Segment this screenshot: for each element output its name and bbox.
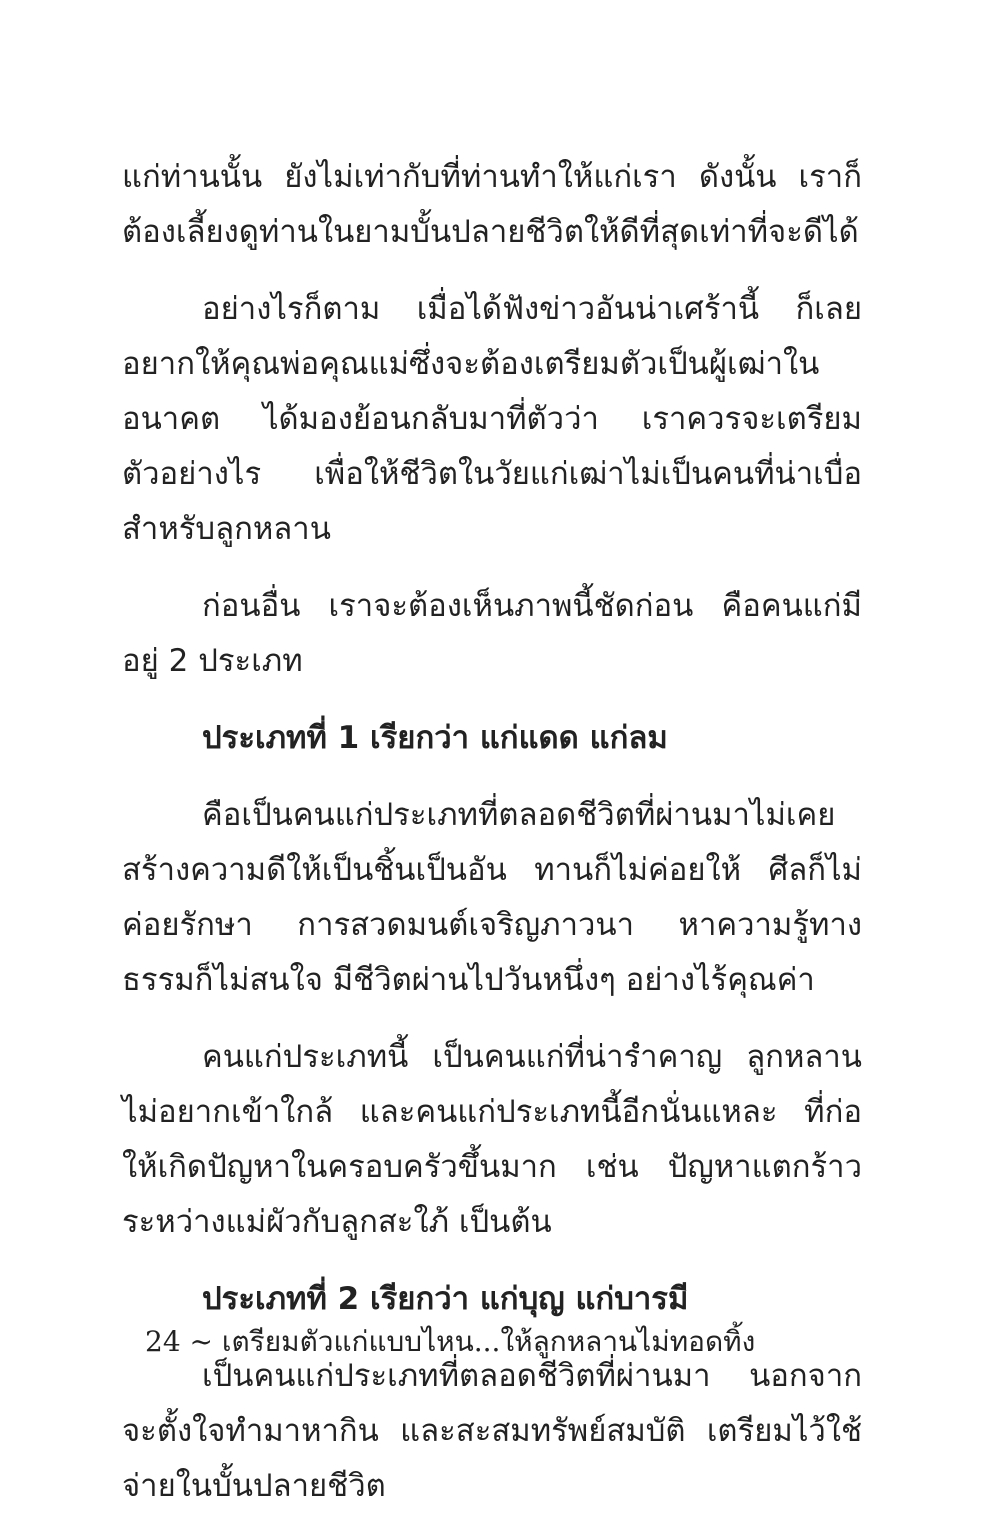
paragraph-type-1-problems: คนแก่ประเภทนี้ เป็นคนแก่ที่น่ารำคาญ ลูกหลานไม่อยากเข้าใกล้ และคนแก่ประเภทนี้อีกนั่นแหละ ที่ก่อให้เกิดปัญหาในครอบครัวขึ้นมาก เช่น ปัญหาแตกร้าวระหว่างแม่ผัวกับลูกสะใภ้ เป็นต้น xyxy=(122,1039,862,1240)
paragraph-type-1-description: คือเป็นคนแก่ประเภทที่ตลอดชีวิตที่ผ่านมาไม่เคยสร้างความดีให้เป็นชิ้นเป็นอัน ทานก็ไม่ค่อยให้ ศีลก็ไม่ค่อยรักษา การสวดมนต์เจริญภาวนา หาความรู้ทางธรรมก็ไม่สนใจ มีชีวิตผ่านไปวันหนึ่งๆ อย่างไร้คุณค่า xyxy=(122,797,862,998)
book-title: เตรียมตัวแก่แบบไหน...ให้ลูกหลานไม่ทอดทิ้ง xyxy=(221,1325,756,1358)
paragraph-sad-news: อย่างไรก็ตาม เมื่อได้ฟังข่าวอันน่าเศร้านี้ ก็เลยอยากให้คุณพ่อคุณแม่ซึ่งจะต้องเตรียมตัวเป็นผู้เฒ่าในอนาคต ได้มองย้อนกลับมาที่ตัวว่า เราควรจะเตรียมตัวอย่างไร เพื่อให้ชีวิตในวัยแก่เฒ่าไม่เป็นคนที่น่าเบื่อสำหรับลูกหลาน xyxy=(122,291,862,547)
footer-separator: ~ xyxy=(189,1325,214,1358)
page-number: 24 xyxy=(145,1325,181,1358)
paragraph-type-2-description: เป็นคนแก่ประเภทที่ตลอดชีวิตที่ผ่านมา นอกจากจะตั้งใจทำมาหากิน และสะสมทรัพย์สมบัติ เตรียมไว้ใช้จ่ายในบั้นปลายชีวิต xyxy=(122,1358,862,1504)
paragraph-two-types-intro: ก่อนอื่น เราจะต้องเห็นภาพนี้ชัดก่อน คือคนแก่มีอยู่ 2 ประเภท xyxy=(122,588,862,679)
heading-type-1: ประเภทที่ 1 เรียกว่า แก่แดด แก่ลม xyxy=(202,720,668,756)
paragraph-continuation: แก่ท่านนั้น ยังไม่เท่ากับที่ท่านทำให้แก่เรา ดังนั้น เราก็ต้องเลี้ยงดูท่านในยามบั้นปลายชีวิตให้ดีที่สุดเท่าที่จะดีได้ xyxy=(122,159,862,250)
heading-type-2: ประเภทที่ 2 เรียกว่า แก่บุญ แก่บารมี xyxy=(202,1281,689,1317)
page-footer xyxy=(145,1322,865,1362)
